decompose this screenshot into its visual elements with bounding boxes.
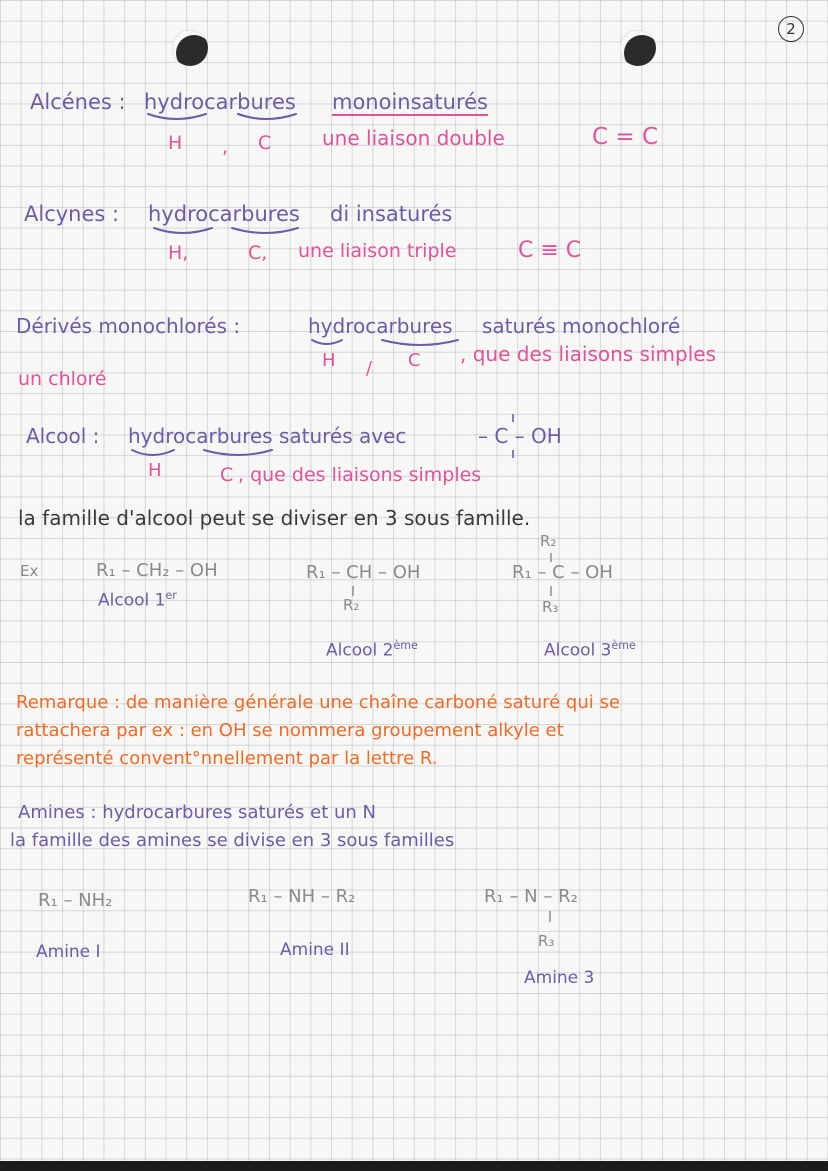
alcynes-formula: C ≡ C [518, 238, 582, 263]
remarque-line3: représenté convent°nnellement par la lettre R. [16, 748, 438, 769]
page-number: 2 [778, 16, 804, 42]
derives-c: C [408, 350, 421, 371]
alcenes-def-hc: hydrocarbures [144, 90, 296, 114]
alcenes-formula: C = C [592, 124, 659, 150]
derives-def-kind: saturés monochloré [482, 314, 681, 338]
amines-line2: la famille des amines se divise en 3 sous familles [10, 830, 455, 851]
amines-f3-sub: R₃ [538, 932, 555, 950]
alcynes-def-kind: di insaturés [330, 202, 453, 226]
alcenes-h: H [168, 132, 183, 154]
alcool-f1: R₁ – CH₂ – OH [96, 560, 218, 581]
alcenes-c: C [258, 132, 272, 154]
derives-term: Dérivés monochlorés : [16, 314, 241, 338]
alcynes-c: C, [248, 242, 268, 264]
alcenes-liaison: une liaison double [322, 126, 505, 150]
remarque-line1: Remarque : de manière générale une chaîne carboné saturé qui se [16, 692, 620, 713]
amines-f3-label: Amine 3 [524, 968, 595, 988]
alcenes-def-kind: monoinsaturés [332, 90, 488, 114]
amines-f2-label: Amine II [280, 940, 350, 960]
alcool-f3-sub: R₃ [542, 598, 559, 616]
alcynes-liaison: une liaison triple [298, 240, 457, 262]
alcool-term: Alcool : [26, 424, 100, 448]
alcool-ex: Ex [20, 562, 39, 580]
alcool-f2-sub: R₂ [343, 596, 360, 614]
derives-slash: / [366, 358, 373, 379]
alcynes-h: H, [168, 242, 189, 264]
alcynes-def-hc: hydrocarbures [148, 202, 300, 226]
alcool-def: hydrocarbures saturés avec [128, 424, 407, 448]
alcool-group: – C – OH [478, 424, 562, 448]
amines-f2: R₁ – NH – R₂ [248, 886, 356, 907]
amines-line1: Amines : hydrocarbures saturés et un N [18, 802, 376, 823]
alcool-f2-label: Alcool 2ème [326, 639, 418, 661]
amines-f1: R₁ – NH₂ [38, 890, 113, 911]
alcenes-term: Alcénes : [30, 90, 126, 114]
alcool-liaison: , que des liaisons simples [238, 464, 482, 486]
alcool-f3: R₁ – C – OH [512, 562, 613, 583]
alcenes-comma: , [222, 136, 229, 158]
alcool-f3-top: R₂ [540, 532, 557, 550]
amines-f3: R₁ – N – R₂ [484, 886, 578, 907]
alcynes-term: Alcynes : [24, 202, 120, 226]
alcool-f3-label: Alcool 3ème [544, 639, 636, 661]
alcool-f2: R₁ – CH – OH [306, 562, 421, 583]
alcool-h: H [148, 460, 162, 481]
derives-h: H [322, 350, 336, 371]
alcool-f1-label: Alcool 1er [98, 589, 177, 611]
derives-extra: un chloré [18, 368, 107, 390]
derives-liaison: , que des liaisons simples [460, 342, 716, 366]
alcool-c: C [220, 464, 234, 486]
remarque-line2: rattachera par ex : en OH se nommera groupement alkyle et [16, 720, 564, 741]
alcool-family-line: la famille d'alcool peut se diviser en 3 sous famille. [18, 506, 531, 530]
amines-f1-label: Amine I [36, 942, 101, 962]
derives-def-hc: hydrocarbures [308, 314, 453, 338]
